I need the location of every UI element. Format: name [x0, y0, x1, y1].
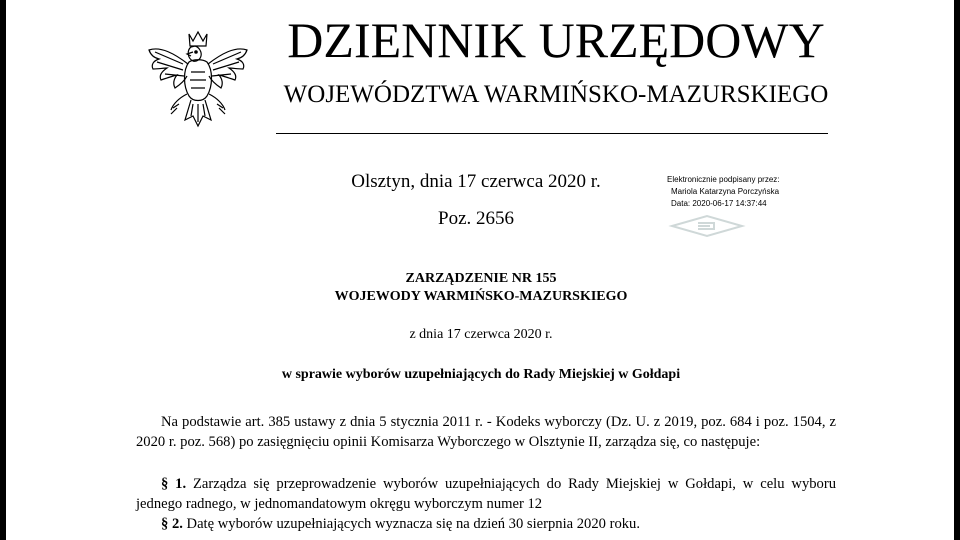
- signature-line-label: Elektronicznie podpisany przez:: [667, 175, 780, 184]
- journal-subtitle: WOJEWÓDZTWA WARMIŃSKO-MAZURSKIEGO: [283, 81, 829, 108]
- signature-date: Data: 2020-06-17 14:37:44: [671, 199, 767, 208]
- section-1-text: Zarządza się przeprowadzenie wyborów uzupełniających do Rady Miejskiej w Gołdapi, w celu wyboru jednego radnego, w jednomandatowym okręgu wyborczym numer 12: [136, 476, 836, 512]
- preamble-paragraph: Na podstawie art. 385 ustawy z dnia 5 stycznia 2011 r. - Kodeks wyborczy (Dz. U. z 2019, poz. 684 i poz. 1504, z 2020 r. poz. 568) po zasięgnięciu opinii Komisarza Wyborczego w Olsztynie II, zarządza się, co następuje:: [136, 414, 836, 450]
- ordinance-issuer: WOJEWODY WARMIŃSKO-MAZURSKIEGO: [334, 289, 628, 304]
- section-2-label: § 2.: [161, 516, 183, 532]
- publication-position: Poz. 2656: [438, 208, 514, 229]
- section-1-label: § 1.: [161, 476, 187, 492]
- electronic-signature-block: [667, 174, 867, 210]
- ordinance-date: z dnia 17 czerwca 2020 r.: [409, 327, 553, 342]
- ordinance-number: ZARZĄDZENIE NR 155: [405, 271, 557, 286]
- section-2-paragraph: [136, 514, 836, 534]
- section-1-paragraph: [136, 474, 836, 514]
- publication-place-date: Olsztyn, dnia 17 czerwca 2020 r.: [351, 171, 601, 192]
- ordinance-subject: w sprawie wyborów uzupełniających do Rady Miejskiej w Gołdapi: [281, 367, 681, 382]
- polish-eagle-emblem-icon: [143, 28, 253, 140]
- document-page: [6, 0, 954, 540]
- journal-title: DZIENNIK URZĘDOWY: [287, 12, 825, 68]
- e-signature-stamp-icon: [668, 214, 746, 238]
- signature-signer: Mariola Katarzyna Porczyńska: [671, 187, 780, 196]
- ordinance-title: [176, 270, 786, 306]
- header-divider: [276, 133, 828, 134]
- section-2-text: Datę wyborów uzupełniających wyznacza się na dzień 30 sierpnia 2020 roku.: [182, 516, 640, 532]
